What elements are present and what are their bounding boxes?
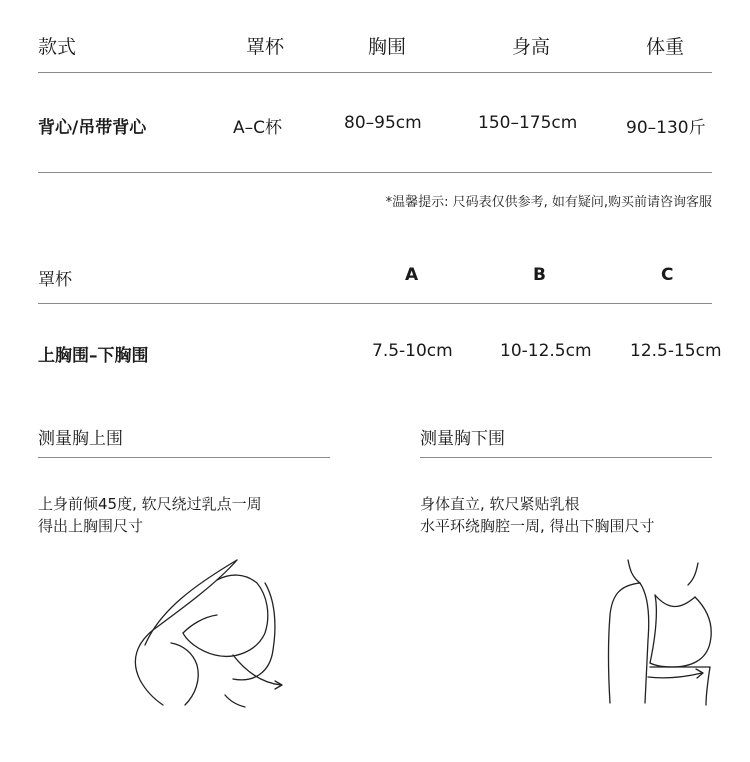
- bra-neckline-contour: [655, 595, 695, 607]
- row-cup: A–C杯: [233, 118, 282, 138]
- cup-divider: [38, 303, 712, 304]
- lower-measure-line-2: 水平环绕胸腔一周, 得出下胸围尺寸: [420, 517, 655, 535]
- size-notice: *温馨提示: 尺码表仅供参考, 如有疑问,购买前请咨询客服: [385, 195, 712, 210]
- torso-contour: [233, 583, 275, 680]
- lower-measure-line-1: 身体直立, 软尺紧贴乳根: [420, 495, 580, 513]
- header-cup: 罩杯: [246, 36, 285, 58]
- row-height: 150–175cm: [478, 113, 578, 133]
- lower-measure-desc: [420, 493, 720, 537]
- arm-back-contour: [609, 583, 641, 703]
- header-divider: [38, 72, 712, 73]
- header-bust: 胸围: [368, 36, 407, 58]
- tape-line: [648, 673, 702, 678]
- bra-band-contour: [183, 615, 217, 633]
- arm-lower-contour: [171, 643, 198, 705]
- upper-measure-title: 测量胸上围: [38, 429, 123, 449]
- upper-measure-divider: [38, 457, 330, 458]
- cup-a: A: [405, 265, 419, 285]
- upper-measure-line-2: 得出上胸围尺寸: [38, 517, 144, 535]
- lower-bust-illustration: [600, 555, 720, 710]
- arm-front-contour: [640, 583, 649, 703]
- cup-b-value: 10-12.5cm: [500, 341, 592, 361]
- waist-contour: [225, 695, 245, 707]
- cup-b: B: [533, 265, 546, 285]
- torso-side-contour: [706, 667, 710, 705]
- bra-cup-contour: [650, 597, 711, 667]
- cup-c: C: [661, 265, 674, 285]
- neck-contour: [628, 560, 640, 583]
- cup-c-value: 12.5-15cm: [630, 341, 722, 361]
- header-style: 款式: [38, 36, 77, 58]
- cup-row-label: 上胸围–下胸围: [38, 346, 149, 366]
- upper-measure-desc: [38, 493, 338, 537]
- upper-measure-line-1: 上身前倾45度, 软尺绕过乳点一周: [38, 495, 262, 513]
- neck-right-contour: [688, 563, 698, 585]
- cup-a-value: 7.5-10cm: [372, 341, 453, 361]
- lower-measure-divider: [420, 457, 712, 458]
- arm-upper-contour: [145, 560, 237, 645]
- header-height: 身高: [512, 36, 551, 58]
- header-weight: 体重: [646, 36, 685, 58]
- back-contour: [135, 560, 237, 705]
- lower-measure-title: 测量胸下围: [420, 429, 505, 449]
- row-style: 背心/吊带背心: [38, 118, 147, 138]
- upper-bust-illustration: [125, 555, 305, 710]
- cup-header-label: 罩杯: [38, 270, 72, 290]
- row-divider: [38, 172, 712, 173]
- row-weight: 90–130斤: [626, 118, 706, 138]
- row-bust: 80–95cm: [344, 113, 422, 133]
- bra-side-contour: [650, 595, 656, 663]
